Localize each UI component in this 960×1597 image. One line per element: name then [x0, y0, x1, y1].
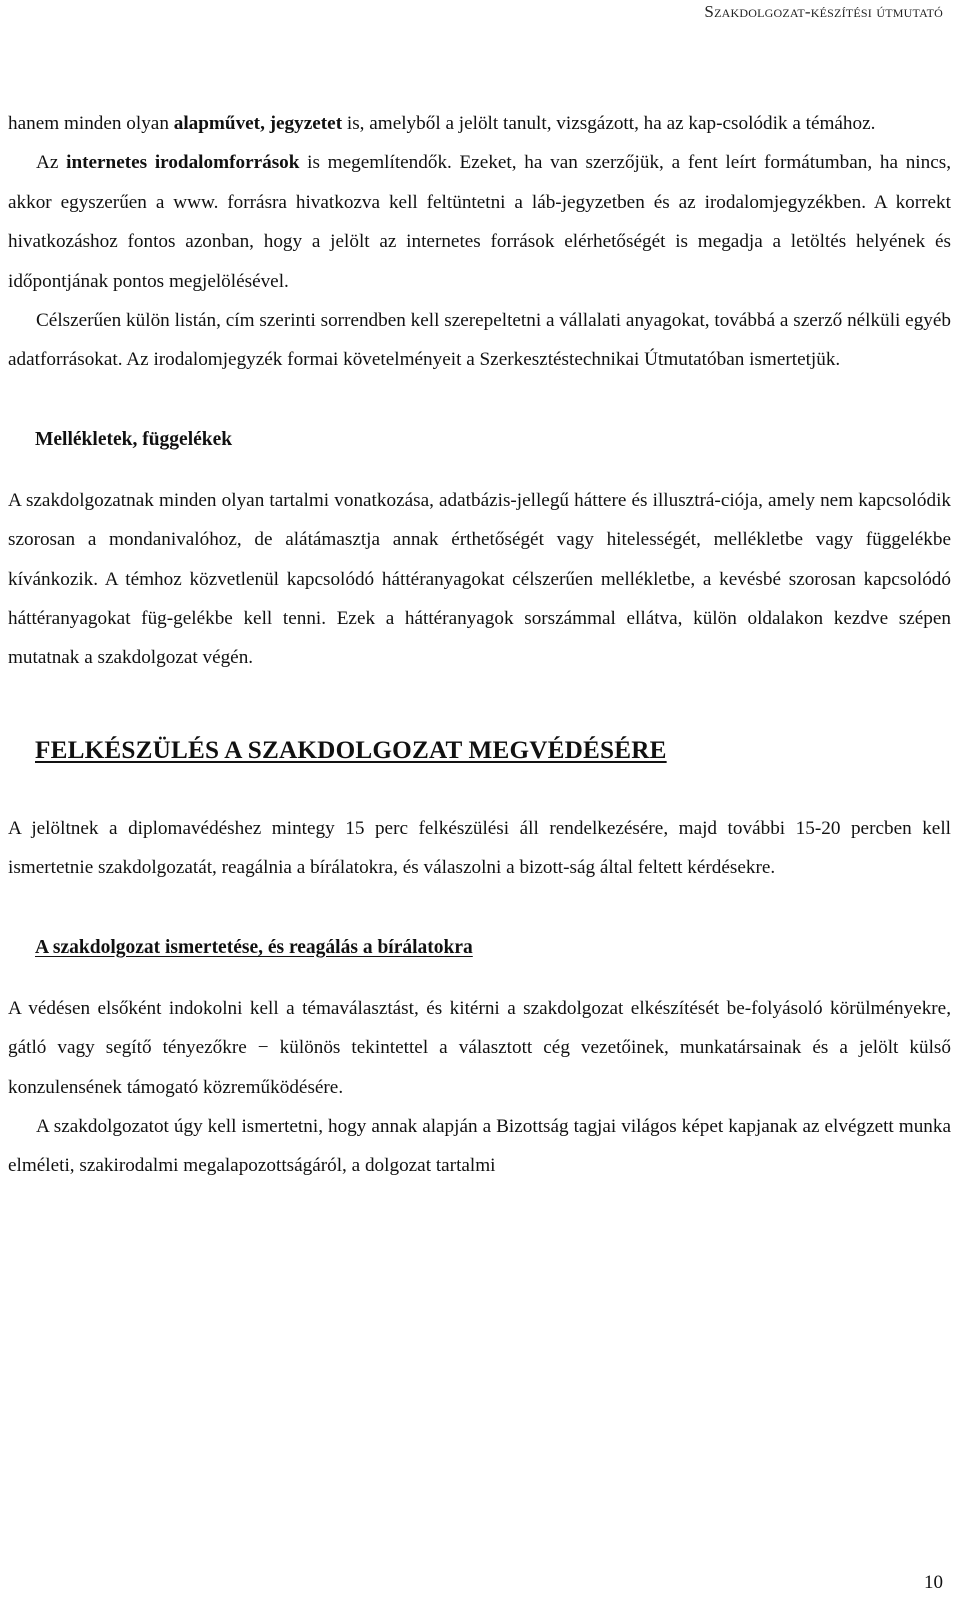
- paragraph: [8, 104, 951, 143]
- bold-term: internetes irodalomforrások: [66, 152, 300, 174]
- paragraph-text: is megemlítendők. Ezeket, ha van szerzőjük, a fent leírt formátumban, ha nincs, akkor egyszerűen a www. forrásra hivatkozva kell feltüntetni a láb-jegyzetben és az irodalomjegyzékben. A korrekt hivatkozáshoz fontos azonban, hogy a jelölt az internetes források elérhetőségét is megadja a letöltés helyének és időpontjának pontos megjelölésével.: [8, 152, 952, 292]
- document-body: [8, 104, 951, 1186]
- running-header: Szakdolgozat-készítési útmutató: [704, 2, 943, 21]
- paragraph: A védésen elsőként indokolni kell a témaválasztást, és kitérni a szakdolgozat elkészítését be-folyásoló körülményekre, gátló vagy segítő tényezőkre − különös tekintettel a választott cég vezetőinek, munkatársainak és a jelölt külső konzulensének támogató közreműködésére.: [8, 997, 951, 1098]
- page-number: 10: [924, 1572, 943, 1593]
- paragraph-text: is, amelyből a jelölt tanult, vizsgázott, ha az kap-csolódik a témához.: [342, 113, 876, 134]
- paragraph: [8, 143, 951, 301]
- section-heading-text: A szakdolgozat ismertetése, és reagálás a bírálatokra: [35, 936, 473, 958]
- paragraph-text: hanem minden olyan: [8, 113, 174, 134]
- chapter-heading-defense: FELKÉSZÜLÉS A SZAKDOLGOZAT MEGVÉDÉSÉRE: [35, 736, 667, 764]
- chapter-heading-wrap: [35, 731, 951, 809]
- bold-term: alapművet, jegyzetet: [173, 113, 343, 134]
- section-heading-presentation: [35, 930, 951, 965]
- paragraph-text: Az: [36, 152, 67, 174]
- paragraph: A jelöltnek a diplomavédéshez mintegy 15 perc felkészülési áll rendelkezésére, majd további 15-20 percben kell ismertetnie szakdolgozatát, reagálnia a bírálatokra, és válaszolni a bizott-ság által feltett kérdésekre.: [8, 817, 951, 879]
- section-heading-appendix: Mellékletek, függelékek: [35, 428, 233, 450]
- paragraph: A szakdolgozatot úgy kell ismertetni, hogy annak alapján a Bizottság tagjai világos képet kapjanak az elvégzett munka elméleti, szakirodalmi megalapozottságáról, a dolgozat tartalmi: [8, 1115, 951, 1177]
- paragraph: Célszerűen külön listán, cím szerinti sorrendben kell szerepeltetni a vállalati anyagokat, továbbá a szerző nélküli egyéb adatforrásokat. Az irodalomjegyzék formai követelményeit a Szerkesztéstechnikai Útmutatóban ismertetjük.: [8, 310, 951, 371]
- paragraph: A szakdolgozatnak minden olyan tartalmi vonatkozása, adatbázis-jellegű háttere és illusztrá-ciója, amely nem kapcsolódik szorosan a mondanivalóhoz, de alátámasztja annak érthetőségét vagy hitelességét, mellékletbe vagy függelékbe kívánkozik. A témhoz közvetlenül kapcsolódó háttéranyagokat célszerűen mellékletbe, a kevésbé szorosan kapcsolódó háttéranyagokat füg-gelékbe kell tenni. Ezek a háttéranyagok sorszámmal ellátva, külön oldalakon kezdve szépen mutatnak a szakdolgozat végén.: [8, 489, 951, 669]
